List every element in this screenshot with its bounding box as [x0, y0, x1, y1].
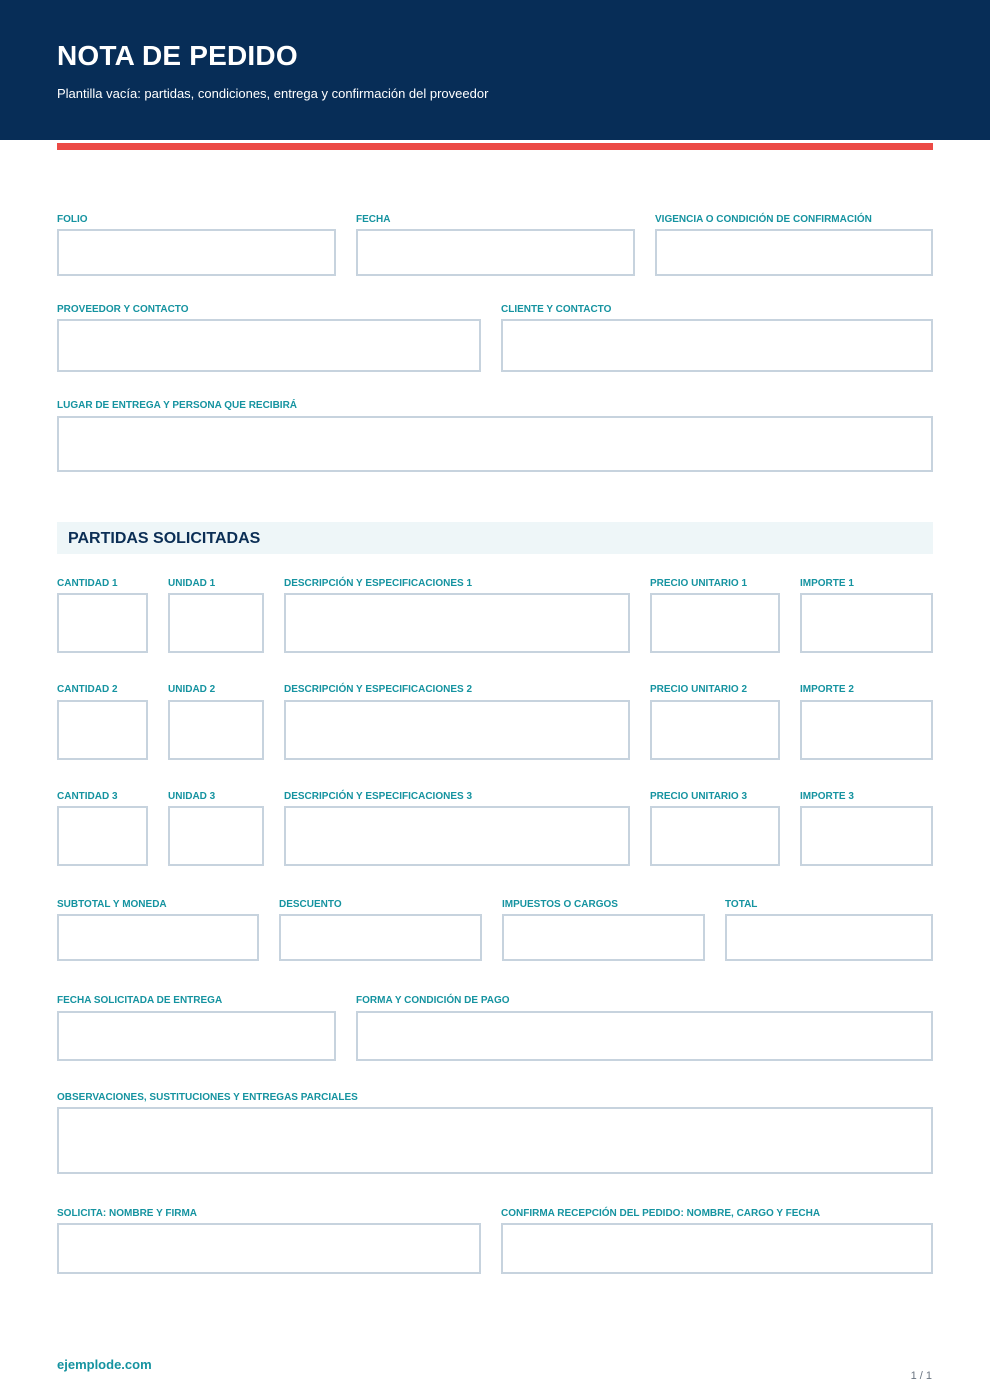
vigencia-field[interactable] — [655, 229, 933, 276]
subtotal-field[interactable] — [57, 914, 259, 961]
cantidad-1-label: CANTIDAD 1 — [57, 578, 118, 589]
lugar-entrega-label: LUGAR DE ENTREGA Y PERSONA QUE RECIBIRÁ — [57, 400, 298, 411]
proveedor-label: PROVEEDOR Y CONTACTO — [57, 304, 189, 315]
unidad-3-label: UNIDAD 3 — [168, 791, 216, 802]
page-number: 1 / 1 — [910, 1370, 932, 1382]
observaciones-label: OBSERVACIONES, SUSTITUCIONES Y ENTREGAS PARCIALES — [57, 1092, 358, 1103]
folio-label: FOLIO — [57, 214, 88, 225]
unidad-3-field[interactable] — [168, 806, 264, 866]
subtotal-label: SUBTOTAL Y MONEDA — [57, 899, 167, 910]
cantidad-1-field[interactable] — [57, 593, 148, 653]
fecha-entrega-field[interactable] — [57, 1011, 336, 1061]
precio-3-field[interactable] — [650, 806, 780, 866]
observaciones-field[interactable] — [57, 1107, 933, 1174]
folio-field[interactable] — [57, 229, 336, 276]
forma-pago-field[interactable] — [356, 1011, 933, 1061]
importe-3-field[interactable] — [800, 806, 933, 866]
precio-3-label: PRECIO UNITARIO 3 — [650, 791, 748, 802]
fecha-field[interactable] — [356, 229, 635, 276]
descuento-label: DESCUENTO — [279, 899, 342, 910]
forma-pago-label: FORMA Y CONDICIÓN DE PAGO — [356, 995, 510, 1006]
precio-2-label: PRECIO UNITARIO 2 — [650, 684, 748, 695]
cantidad-3-field[interactable] — [57, 806, 148, 866]
footer-site: ejemplode.com — [57, 1357, 152, 1372]
total-label: TOTAL — [725, 899, 758, 910]
precio-1-label: PRECIO UNITARIO 1 — [650, 578, 748, 589]
page-header — [0, 0, 990, 140]
proveedor-field[interactable] — [57, 319, 481, 372]
unidad-2-label: UNIDAD 2 — [168, 684, 216, 695]
descripcion-2-field[interactable] — [284, 700, 630, 760]
accent-divider — [57, 143, 933, 150]
impuestos-label: IMPUESTOS O CARGOS — [502, 899, 618, 910]
section-header-partidas — [57, 522, 933, 554]
descripcion-2-label: DESCRIPCIÓN Y ESPECIFICACIONES 2 — [284, 684, 473, 695]
cantidad-2-label: CANTIDAD 2 — [57, 684, 118, 695]
precio-2-field[interactable] — [650, 700, 780, 760]
vigencia-label: VIGENCIA O CONDICIÓN DE CONFIRMACIÓN — [655, 214, 872, 225]
total-field[interactable] — [725, 914, 933, 961]
confirma-field[interactable] — [501, 1223, 933, 1274]
descripcion-1-field[interactable] — [284, 593, 630, 653]
solicita-label: SOLICITA: NOMBRE Y FIRMA — [57, 1208, 197, 1219]
precio-1-field[interactable] — [650, 593, 780, 653]
solicita-field[interactable] — [57, 1223, 481, 1274]
unidad-1-field[interactable] — [168, 593, 264, 653]
fecha-entrega-label: FECHA SOLICITADA DE ENTREGA — [57, 995, 223, 1006]
importe-1-label: IMPORTE 1 — [800, 578, 854, 589]
unidad-2-field[interactable] — [168, 700, 264, 760]
descripcion-1-label: DESCRIPCIÓN Y ESPECIFICACIONES 1 — [284, 578, 473, 589]
importe-2-label: IMPORTE 2 — [800, 684, 854, 695]
cliente-label: CLIENTE Y CONTACTO — [501, 304, 612, 315]
fecha-label: FECHA — [356, 214, 391, 225]
cliente-field[interactable] — [501, 319, 933, 372]
page-subtitle: Plantilla vacía: partidas, condiciones, entrega y confirmación del proveedor — [57, 86, 489, 101]
descuento-field[interactable] — [279, 914, 482, 961]
cantidad-2-field[interactable] — [57, 700, 148, 760]
confirma-label: CONFIRMA RECEPCIÓN DEL PEDIDO: NOMBRE, CARGO Y FECHA — [501, 1208, 821, 1219]
importe-3-label: IMPORTE 3 — [800, 791, 854, 802]
section-title: PARTIDAS SOLICITADAS — [68, 530, 261, 547]
importe-2-field[interactable] — [800, 700, 933, 760]
cantidad-3-label: CANTIDAD 3 — [57, 791, 118, 802]
unidad-1-label: UNIDAD 1 — [168, 578, 216, 589]
impuestos-field[interactable] — [502, 914, 705, 961]
importe-1-field[interactable] — [800, 593, 933, 653]
descripcion-3-field[interactable] — [284, 806, 630, 866]
descripcion-3-label: DESCRIPCIÓN Y ESPECIFICACIONES 3 — [284, 791, 473, 802]
lugar-entrega-field[interactable] — [57, 416, 933, 472]
page-title: NOTA DE PEDIDO — [57, 40, 298, 71]
